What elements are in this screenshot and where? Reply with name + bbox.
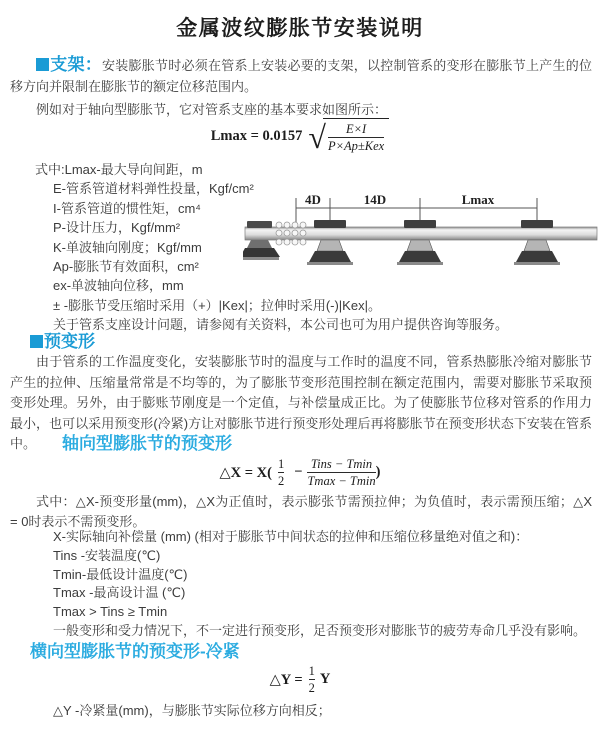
preform-section-header xyxy=(30,327,95,352)
preform-body-paragraph: 由于管系的工作温度变化，安装膨胀节时的温度与工作时的温度不同，管系热膨胀冷缩对膨胀节产生的拉伸、压缩量常常是不均等的，为了膨胀节变形范围控制在额定范围内，需要对膨胀节采取预变形处理。另外，由于膨账节刚度是一个定值，与补偿量成正比。为了使膨胀节位移对管系的作用力最小，也可以采用预变形(冷紧)方让对膨胀节进行预变形处理后再将膨胀节在预变形状态下安装在管系中。 xyxy=(10,354,592,451)
lateral-formula-rhs: Y xyxy=(319,671,331,688)
axial-formula-rhs: ) xyxy=(375,464,381,481)
dim-label-lmax: Lmax xyxy=(461,192,495,207)
lateral-preform-subheader: 横向型膨胀节的预变形-冷紧 xyxy=(30,642,240,661)
definition-line: 关于管系支座设计问题，请参阅有关资料，本公司也可为用户提供咨询等服务。 xyxy=(53,317,509,333)
axial-formula-note: 式中：△X-预变形量(mm)，△X为正值时，表示膨张节需预拉伸；为负值时，表示需预压缩；△X = 0时表示不需预变形。 xyxy=(10,494,592,529)
definition-line: K-单波轴向刚度；Kgf/mm xyxy=(53,239,202,255)
sqrt-radical-icon: √ xyxy=(308,118,326,155)
definition-line: ex-单波轴向位移，mm xyxy=(53,278,184,294)
definition-line: I-管系管道的惯性矩，cm⁴ xyxy=(53,200,201,216)
support-intro-text: 安装膨胀节时必须在管系上安装必要的支架，以控制管系的变形在膨胀节上产生的位移方向并限制在膨胀节的额定位移范围内。 xyxy=(10,58,592,94)
definition-line: E-管系管道材料弹性投量，Kgf/cm² xyxy=(53,181,254,197)
axial-definition-line: Tins -安装温度(℃) xyxy=(53,547,161,563)
pipe-support-diagram xyxy=(243,192,599,284)
section-marker-square-icon xyxy=(36,58,49,71)
support-section-header xyxy=(36,55,102,74)
axial-definition-line: 一般变形和受力情况下，不一定进行预变形，足否预变形对膨胀节的疲劳寿命几乎没有影响。 xyxy=(53,622,587,638)
axial-definition-line: Tmin-最低设计温度(℃) xyxy=(53,566,188,582)
definition-line: ± -膨胀节受压缩时采用（+）|Kex|；拉伸时采用(-)|Kex|。 xyxy=(53,297,381,313)
support-example-line: 例如对于轴向型膨胀节，它对管系支座的基本要求如图所示： xyxy=(36,102,388,117)
lateral-preform-formula xyxy=(0,663,600,697)
axial-preform-formula xyxy=(0,456,600,490)
lateral-formula-note: △Y -冷紧量(mm)，与膨胀节实际位移方向相反； xyxy=(53,703,331,718)
lateral-formula-lhs: △Y = xyxy=(269,671,303,688)
dim-label-14d: 14D xyxy=(363,192,387,207)
axial-formula-lhs: △X = X( xyxy=(219,464,272,481)
definition-line: P-设计压力，Kgf/mm² xyxy=(53,220,181,236)
axial-definitions-list xyxy=(53,528,586,641)
section-marker-square-icon xyxy=(30,335,43,348)
definition-line: 式中:Lmax-最大导向间距，m xyxy=(35,162,203,177)
one-half-fraction: $\frac{1}{2}$ xyxy=(277,457,285,489)
axial-definition-line: X-实际轴向补偿量 (mm) (相对于膨胀节中间状态的拉伸和压缩位移量绝对值之和)： xyxy=(53,529,529,544)
axial-definition-line: Tmax -最高设计温 (℃) xyxy=(53,585,186,601)
definition-line: Ap-膨胀节有效面积，cm² xyxy=(53,259,199,275)
lmax-formula-numerator: E×I xyxy=(345,122,367,136)
temperature-fraction: $\frac{\text{Tins − Tmin}}{Tmax - Tmin}$ xyxy=(307,457,376,489)
preform-section-title: 预变形 xyxy=(44,332,95,351)
page-title: 金属波纹膨胀节安装说明 xyxy=(176,17,424,40)
axial-definition-line: Tmax > Tins ≥ Tmin xyxy=(53,604,168,620)
lmax-formula-lhs: Lmax = 0.0157 xyxy=(210,127,303,144)
support-section-title: 支架： xyxy=(50,55,102,74)
one-half-fraction: $\frac{1}{2}$ xyxy=(308,664,315,696)
support-intro-paragraph xyxy=(10,54,592,97)
lmax-formula-denominator: P×Ap±Kex xyxy=(327,139,385,154)
minus-sign: − xyxy=(294,464,303,481)
dim-label-4d: 4D xyxy=(305,192,321,207)
lmax-formula-radicand xyxy=(323,118,389,155)
lmax-formula xyxy=(0,118,600,155)
axial-preform-subheader: 轴向型膨胀节的预变形 xyxy=(62,434,232,453)
